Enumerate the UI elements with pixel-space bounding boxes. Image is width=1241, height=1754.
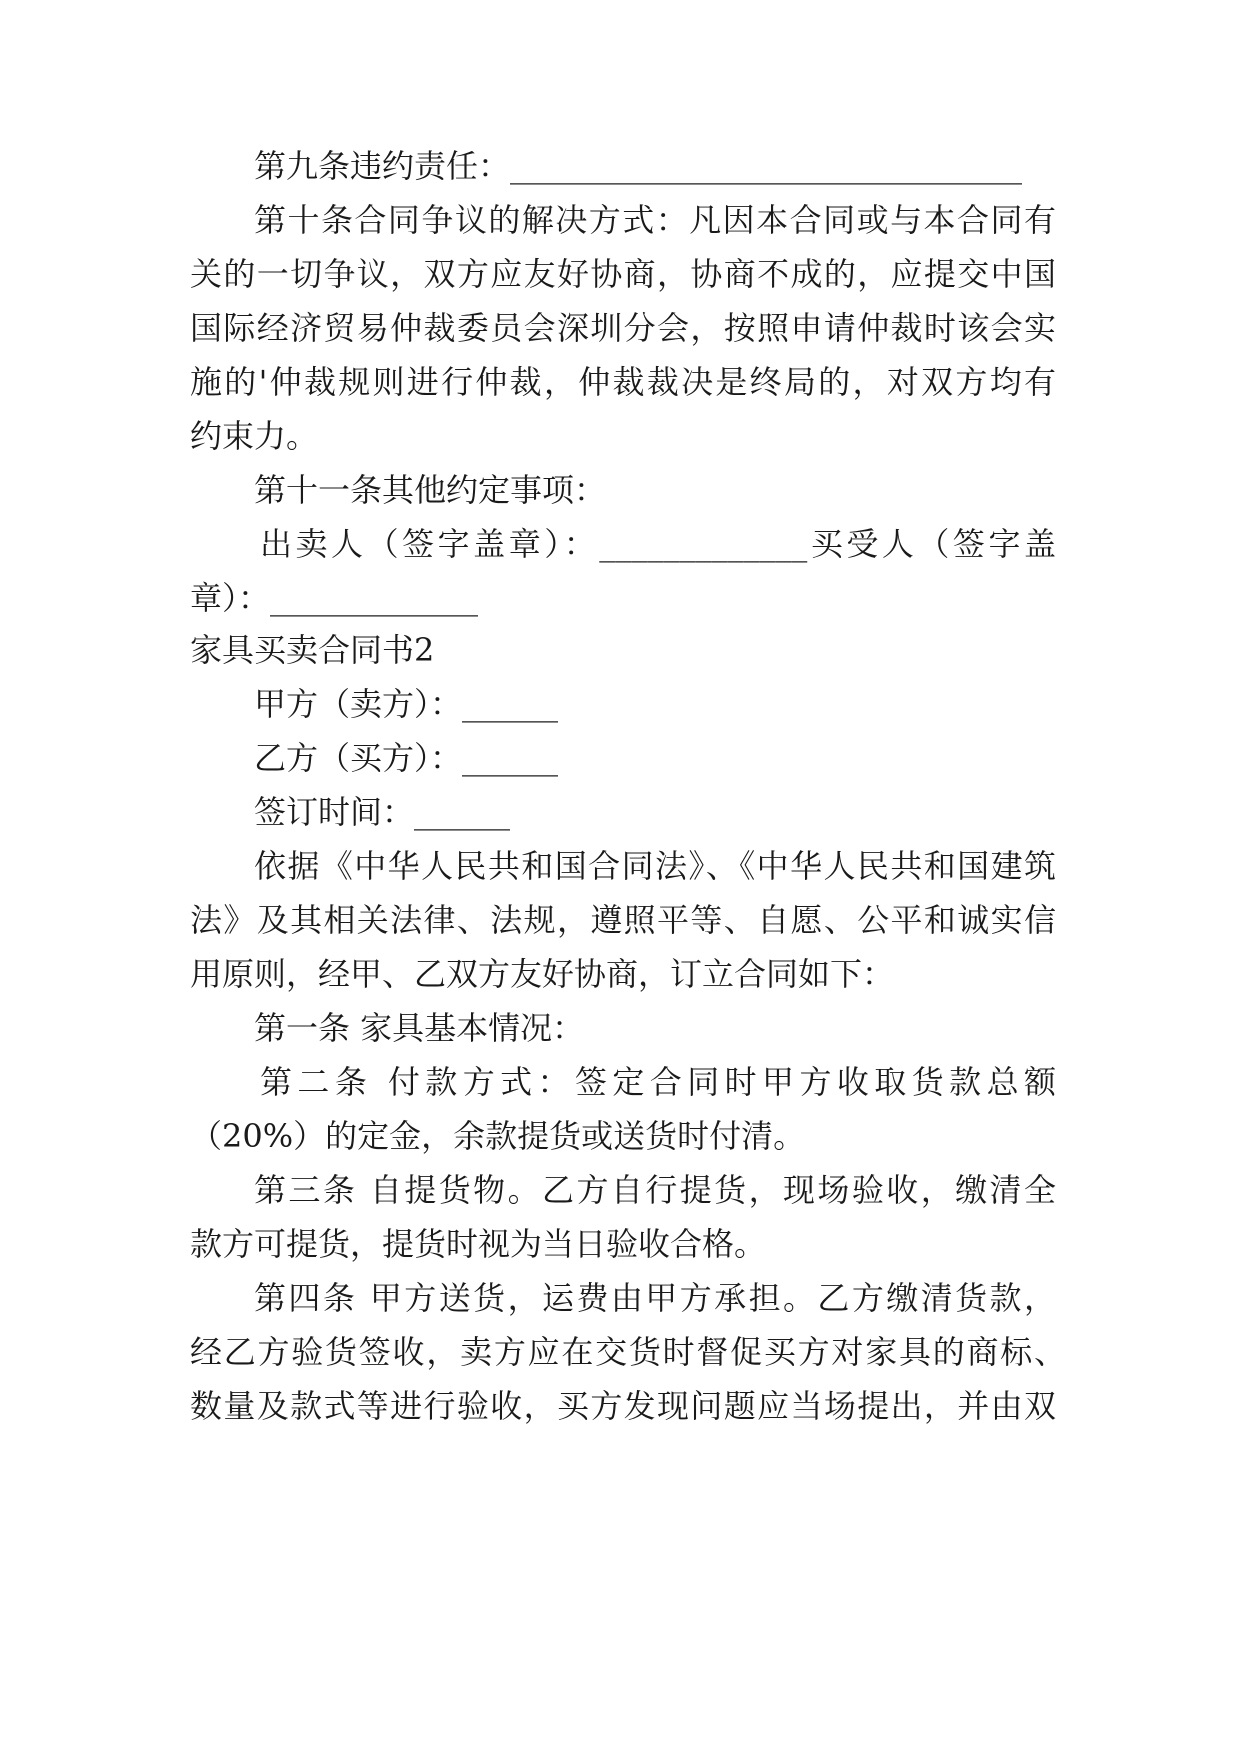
preamble-line-1: 依据《中华人民共和国合同法》、《中华人民共和国建筑 — [254, 847, 1056, 885]
article-11-other-terms: 第十一条其他约定事项： — [254, 471, 607, 509]
article-10-line-3: 国际经济贸易仲裁委员会深圳分会，按照申请仲裁时该会实 — [190, 309, 1056, 347]
article-10-line-5: 约束力。 — [190, 417, 319, 455]
article-10-line-4: 施的'仲裁规则进行仲裁，仲裁裁决是终局的，对双方均有 — [190, 363, 1056, 401]
signing-time: 签订时间：______ — [254, 793, 511, 831]
clause-4-line-3: 数量及款式等进行验收，买方发现问题应当场提出，并由双 — [190, 1387, 1056, 1425]
article-9-liability: 第九条违约责任：________________________________ — [254, 147, 1023, 185]
article-10-line-1: 第十条合同争议的解决方式：凡因本合同或与本合同有 — [254, 201, 1056, 239]
clause-2-line-2: （20%）的定金，余款提货或送货时付清。 — [190, 1117, 806, 1155]
clause-2-line-1: 第二条 付款方式：签定合同时甲方收取货款总额 — [260, 1063, 1056, 1101]
preamble-line-3: 用原则，经甲、乙双方友好协商，订立合同如下： — [190, 955, 895, 993]
article-10-line-2: 关的一切争议，双方应友好协商，协商不成的，应提交中国 — [190, 255, 1056, 293]
party-b-buyer: 乙方（买方）：______ — [254, 739, 559, 777]
clause-4-line-2: 经乙方验货签收，卖方应在交货时督促买方对家具的商标、 — [190, 1333, 1066, 1371]
preamble-line-2: 法》及其相关法律、法规，遵照平等、自愿、公平和诚实信 — [190, 901, 1056, 939]
signature-line-1: 出卖人（签字盖章）：_____________买受人（签字盖 — [260, 525, 1056, 563]
contract-2-title: 家具买卖合同书2 — [190, 631, 435, 669]
signature-line-2: 章）：_____________ — [190, 579, 479, 617]
clause-3-line-1: 第三条 自提货物。乙方自行提货，现场验收，缴清全 — [254, 1171, 1056, 1209]
party-a-seller: 甲方（卖方）：______ — [254, 685, 559, 723]
clause-4-line-1: 第四条 甲方送货，运费由甲方承担。乙方缴清货款， — [254, 1279, 1056, 1317]
clause-1-furniture-info: 第一条 家具基本情况： — [254, 1009, 585, 1047]
clause-3-line-2: 款方可提货，提货时视为当日验收合格。 — [190, 1225, 767, 1263]
